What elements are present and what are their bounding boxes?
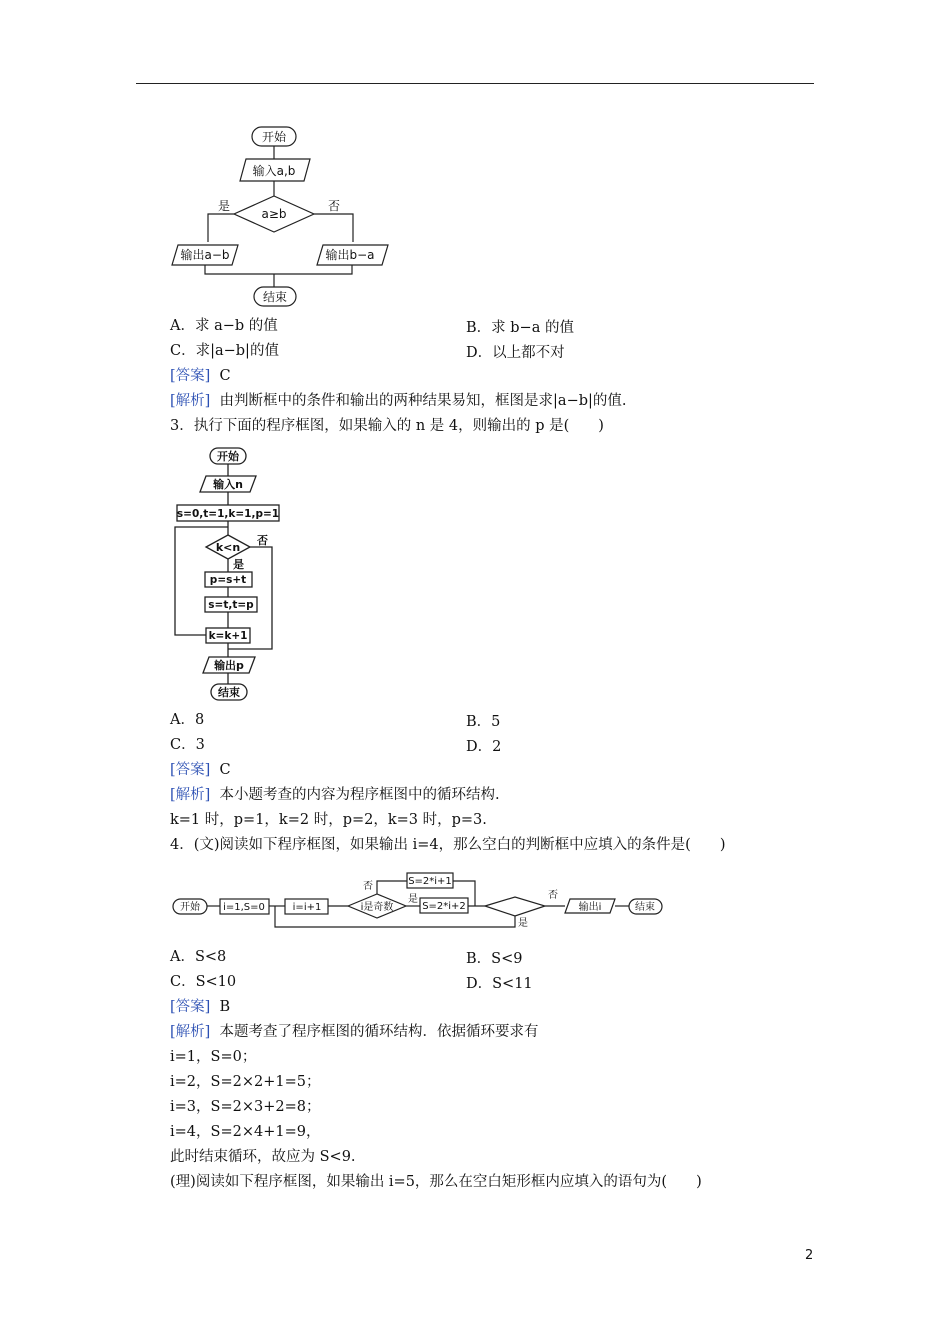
fc1-yes: 是 [218,199,231,213]
q4-line-4: i=4，S=2×4+1=9， [170,1124,321,1140]
analysis-tag: [解析] [170,1024,211,1040]
q2-analysis: [解析] 由判断框中的条件和输出的两种结果易知，框图是求|a−b|的值. [170,393,627,409]
q4-option-b: B．S<9 [466,951,523,967]
q3-answer: [答案] C [170,762,231,778]
fc3-cond: i是奇数 [360,902,394,913]
q3-stem: 3．执行下面的程序框图，如果输入的 n 是 4，则输出的 p 是( ) [170,418,604,434]
q3-option-a: A．8 [170,712,205,728]
fc2-no: 否 [257,534,268,547]
fc3-no-top: 否 [363,881,373,892]
fc1-no: 否 [328,199,341,213]
fc2-yes: 是 [233,558,244,571]
analysis-tag: [解析] [170,787,211,803]
q2-option-a: A．求 a−b 的值 [170,318,278,334]
fc3-inc: i=i+1 [292,902,322,913]
q4-next-question: (理)阅读如下程序框图，如果输出 i=5，那么在空白矩形框内应填入的语句为( ) [170,1174,702,1190]
q2-option-d: D．以上都不对 [466,345,565,361]
fc2-p3: k=k+1 [208,630,248,642]
fc3-s-even: S=2*i+2 [422,901,466,912]
fc3-output: 输出i [578,902,602,913]
q3-steps: k=1 时，p=1，k=2 时，p=2，k=3 时，p=3. [170,812,487,828]
q4-option-d: D．S<11 [466,976,533,992]
fc1-input: 输入a,b [252,164,296,178]
q4-line-3: i=3，S=2×3+2=8； [170,1099,321,1115]
q3-option-d: D．2 [466,739,502,755]
fc2-output: 输出p [214,659,244,672]
flowchart-q4 [170,867,670,935]
q2-option-c: C．求|a−b|的值 [170,343,279,359]
q4-line-1: i=1，S=0； [170,1049,257,1065]
answer-tag: [答案] [170,368,211,384]
fc3-yes-mid: 是 [408,894,418,905]
fc1-out-right: 输出b−a [325,248,375,262]
q2-answer: [答案] C [170,368,231,384]
fc2-end: 结束 [218,686,240,699]
fc3-s-odd: S=2*i+1 [408,876,452,887]
page-number: 2 [805,1248,814,1263]
fc1-start: 开始 [261,130,287,144]
q3-option-b: B．5 [466,714,501,730]
answer-tag: [答案] [170,999,211,1015]
q4-answer: [答案] B [170,999,231,1015]
fc1-end: 结束 [262,290,288,304]
flowchart-q3 [160,443,300,708]
q4-option-c: C．S<10 [170,974,237,990]
fc2-cond: k<n [215,541,241,554]
fc3-init: i=1,S=0 [223,902,265,913]
flowchart-q2 [160,118,410,313]
answer-tag: [答案] [170,762,211,778]
fc1-out-left: 输出a−b [180,248,230,262]
fc3-yes-bottom: 是 [518,918,528,929]
fc2-p1: p=s+t [209,574,247,586]
fc1-cond: a≥b [261,207,287,221]
fc2-input: 输入n [213,478,243,491]
q3-analysis: [解析] 本小题考查的内容为程序框图中的循环结构. [170,787,500,803]
header-rule [136,83,814,84]
fc2-init: s=0,t=1,k=1,p=1 [176,508,280,520]
q4-stem: 4．(文)阅读如下程序框图，如果输出 i=4，那么空白的判断框中应填入的条件是( ) [170,837,726,853]
q3-option-c: C．3 [170,737,205,753]
q4-option-a: A．S<8 [170,949,227,965]
fc3-end: 结束 [635,902,655,913]
q4-line-2: i=2，S=2×2+1=5； [170,1074,321,1090]
analysis-tag: [解析] [170,393,211,409]
q4-analysis: [解析] 本题考查了程序框图的循环结构．依据循环要求有 [170,1024,539,1040]
fc2-start: 开始 [217,450,239,463]
fc3-start: 开始 [180,902,200,913]
q4-conclusion: 此时结束循环，故应为 S<9. [170,1149,356,1165]
q2-option-b: B．求 b−a 的值 [466,320,574,336]
fc2-p2: s=t,t=p [208,599,254,611]
fc3-no-right: 否 [548,890,558,901]
